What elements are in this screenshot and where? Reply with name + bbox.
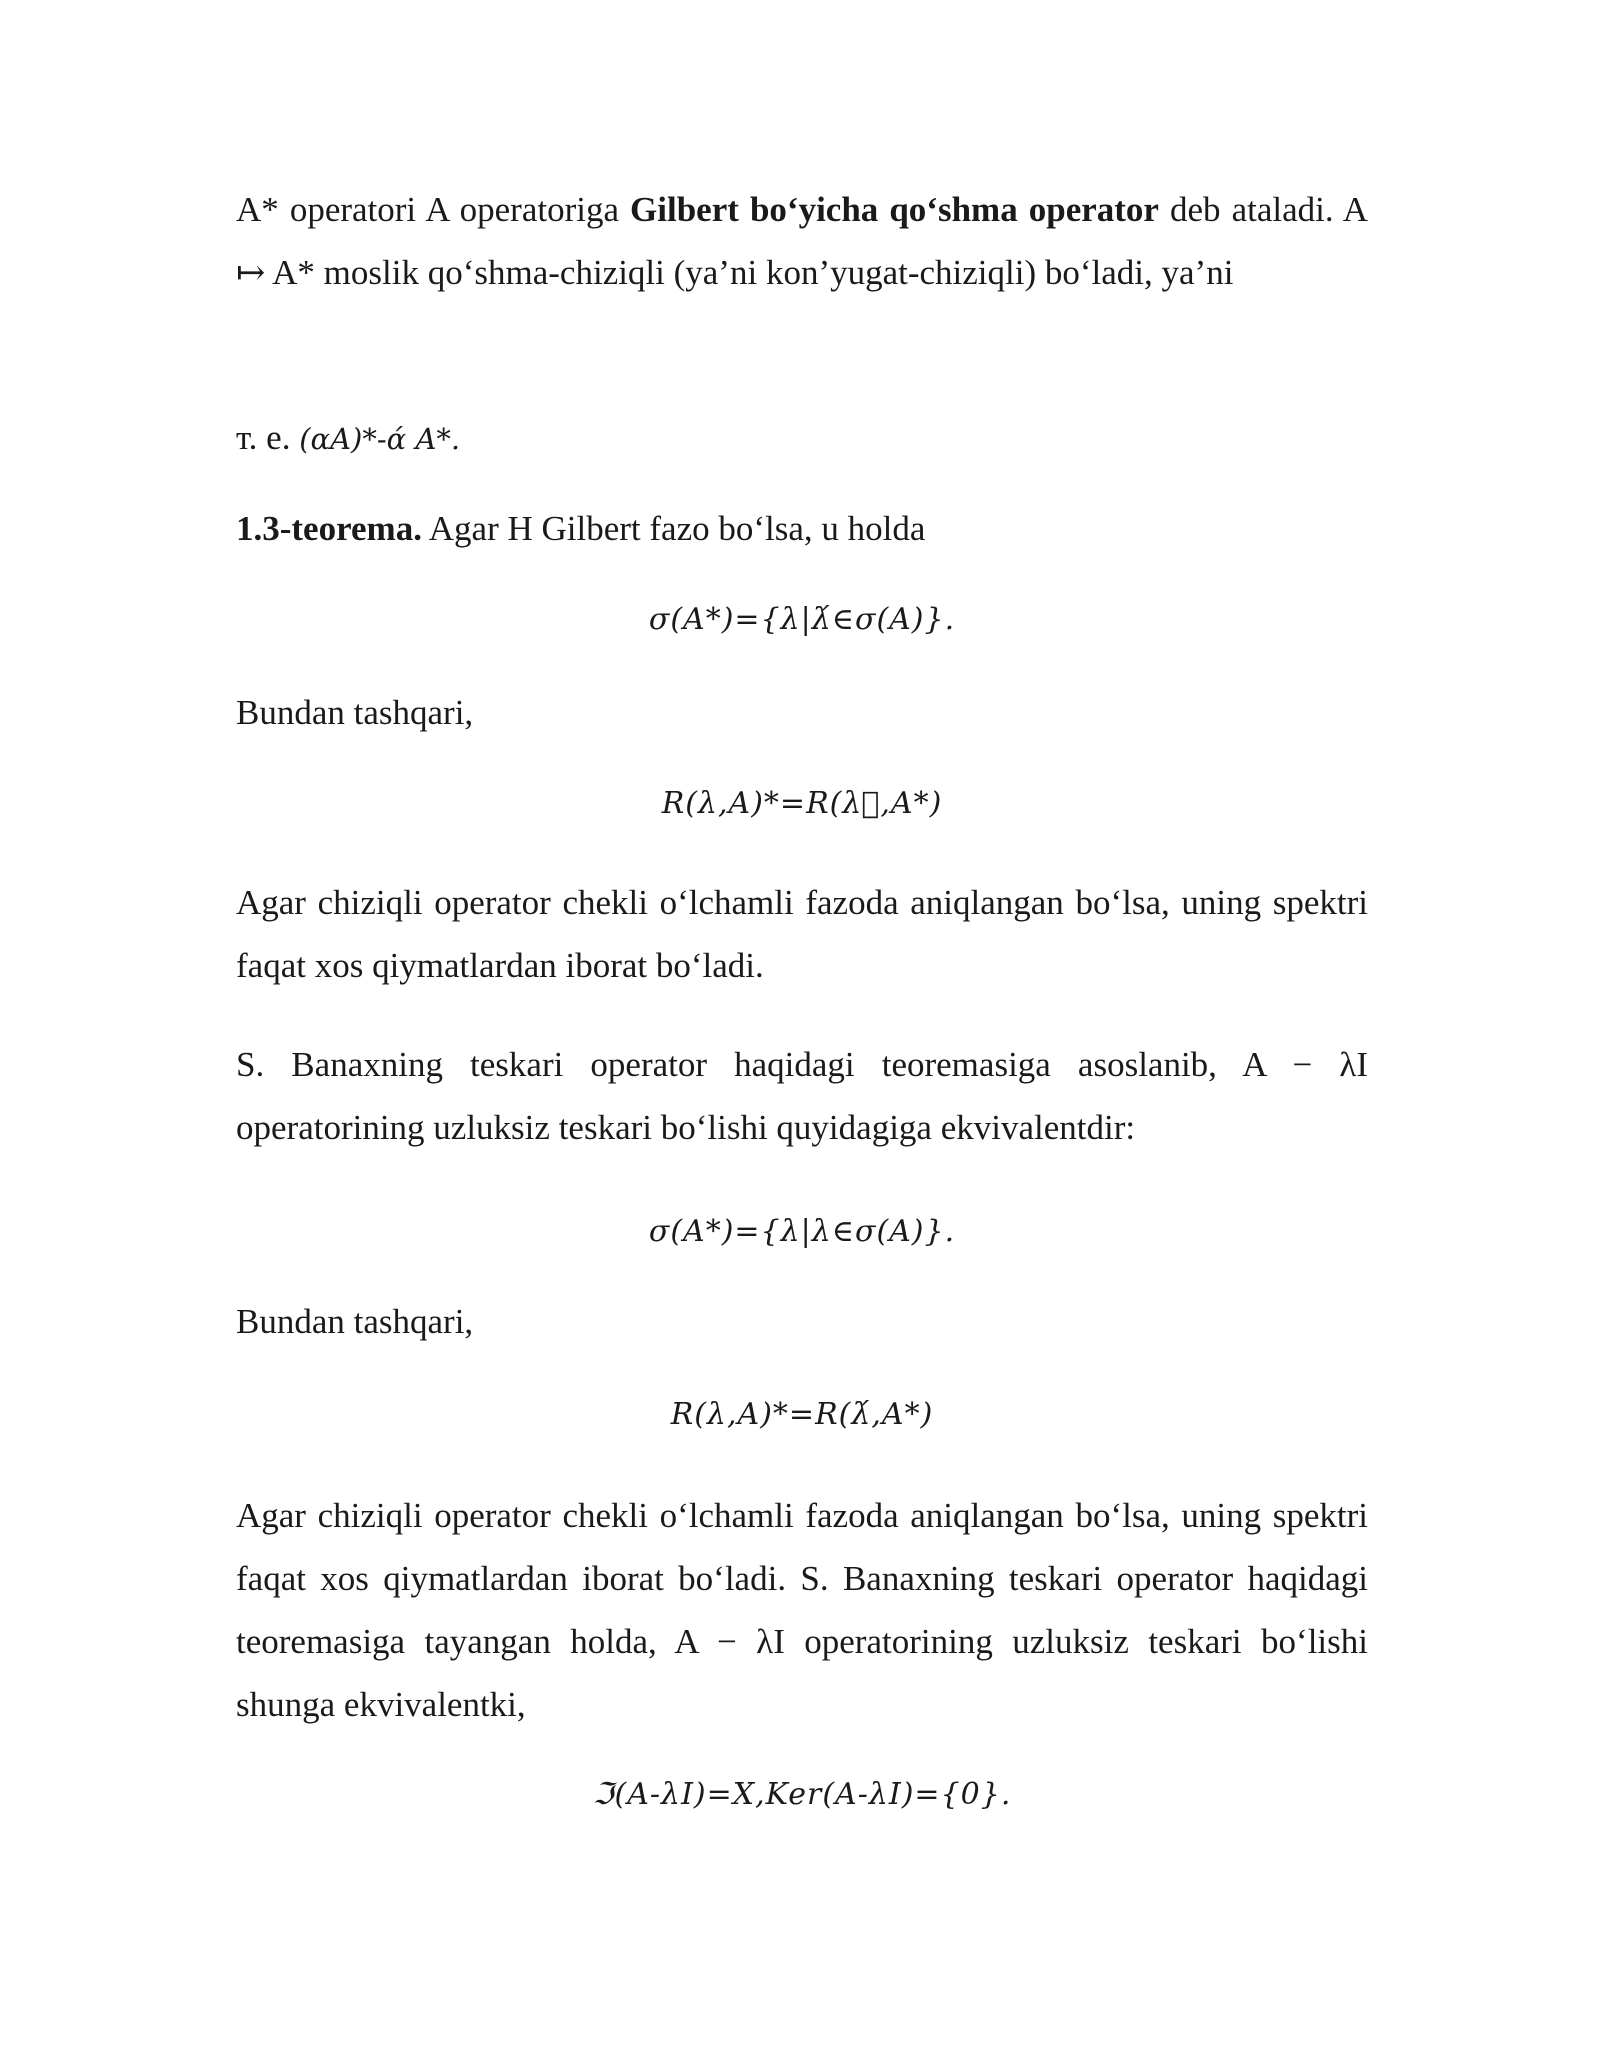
formula-image-kernel: ℑ(A-λI)=X,Ker(A-λI)={0}.	[592, 1777, 1012, 1812]
formula-resolvent-adjoint: R(λ,A)*=R(λ⃗,A*)	[661, 786, 943, 821]
formula-spectrum-adjoint-2: σ(A*)={λ|λ∈σ(A)}.	[648, 1214, 956, 1249]
paragraph-banach: S. Banaxning teskari operator haqidagi teoremasiga asoslanib, A − λI operatorining uzluksiz teskari bo‘lishi quyidagiga ekvivalentdir:	[236, 1045, 1368, 1147]
paragraph-finite-dim: Agar chiziqli operator chekli o‘lchamli fazoda aniqlangan bo‘lsa, uning spektri faqat xos qiymatlardan iborat bo‘ladi.	[236, 883, 1368, 985]
inline-formula: (αA)*-ά A*.	[299, 422, 461, 456]
bundan-tashqari-2: Bundan tashqari,	[236, 1302, 474, 1341]
theorem-text: Agar H Gilbert fazo bo‘lsa, u holda	[421, 509, 926, 548]
formula-spectrum-adjoint: σ(A*)={λ|λ́∈σ(A)}.	[648, 602, 956, 637]
theorem-label: 1.3-teorema.	[236, 509, 422, 548]
paragraph-adjoint-definition	[236, 178, 1368, 304]
line-te	[236, 406, 1368, 471]
formula-resolvent-adjoint-2: R(λ,A)*=R(λ́,A*)	[670, 1397, 934, 1432]
paragraph-text: deb ataladi. A ↦ A* moslik qo‘shma-chiziqli (ya’ni kon’yugat-chiziqli) bo‘ladi, ya’ni	[236, 190, 1368, 292]
paragraph-text: A* operatori A operatoriga	[236, 190, 631, 229]
bundan-tashqari-1: Bundan tashqari,	[236, 693, 474, 732]
paragraph-finite-dim-banach: Agar chiziqli operator chekli o‘lchamli fazoda aniqlangan bo‘lsa, uning spektri faqat xos qiymatlardan iborat bo‘ladi. S. Banaxning teskari operator haqidagi teoremasiga tayangan holda, A − λI operatorining uzluksiz teskari bo‘lishi shunga ekvivalentki,	[236, 1496, 1368, 1724]
theorem-statement	[236, 497, 1368, 560]
bold-term: Gilbert bo‘yicha qo‘shma operator	[630, 190, 1159, 229]
te-prefix: т. е.	[236, 418, 300, 457]
